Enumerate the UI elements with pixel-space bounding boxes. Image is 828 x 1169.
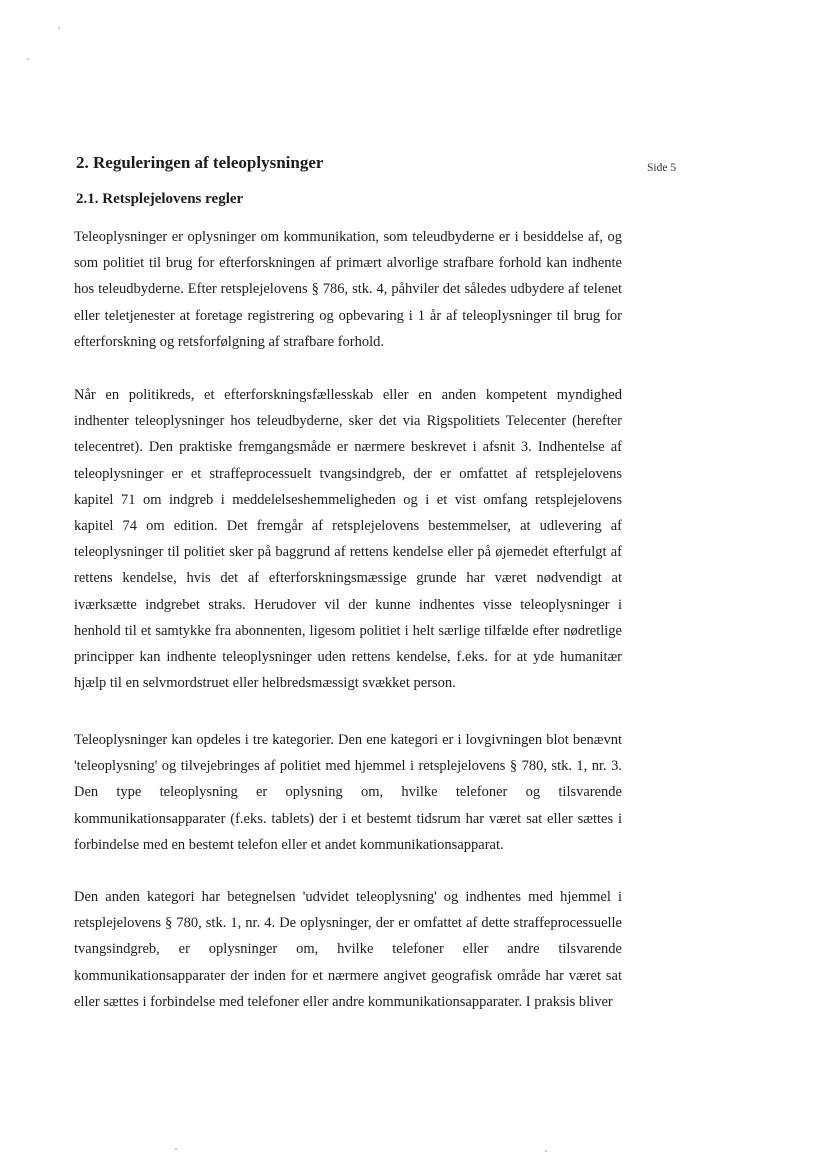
scan-speck <box>545 1150 547 1152</box>
page-number: Side 5 <box>647 162 677 174</box>
subsection-heading: 2.1. Retsplejelovens regler <box>76 191 244 207</box>
paragraph-procedure: Når en politikreds, et efterforskningsfællesskab eller en anden kompetent myndighed indhenter teleoplysninger hos teleudbyderne, sker det via Rigspolitiets Telecenter (herefter telecentret). Den praktiske fremgangsmåde er nærmere beskrevet i afsnit 3. Indhentelse af teleoplysninger er et straffeprocessuelt tvangsindgreb, der er omfattet af retsplejelovens kapitel 71 om indgreb i meddelelseshemmeligheden og i et vist omfang retsplejelovens kapitel 74 om edition. Det fremgår af retsplejelovens bestemmelser, at udlevering af teleoplysninger til politiet sker på baggrund af rettens kendelse eller på øjemedet efterfulgt af rettens kendelse, hvis det af efterforskningsmæssige grunde har været nødvendigt at iværksætte indgrebet straks. Herudover vil der kunne indhentes visse teleoplysninger i henhold til et samtykke fra abonnenten, ligesom politiet i helt særlige tilfælde efter nødretlige principper kan indhente teleoplysninger uden rettens kendelse, f.eks. for at yde humanitær hjælp til en selvmordstruet eller helbredsmæssigt svækket person. <box>74 387 622 692</box>
scan-speck <box>27 58 29 60</box>
paragraph-extended: Den anden kategori har betegnelsen 'udvidet teleoplysning' og indhentes med hjemmel i retsplejelovens § 780, stk. 1, nr. 4. De oplysninger, der er omfattet af dette straffeprocessuelle tvangsindgreb, er oplysninger om, hvilke telefoner eller andre tilsvarende kommunikationsapparater der inden for et nærmere angivet geografisk område har været sat eller sættes i forbindelse med telefoner eller andre kommunikationsapparater. I praksis bliver <box>74 889 622 1010</box>
scan-speck <box>175 1148 177 1150</box>
scan-speck <box>58 27 60 29</box>
paragraph-categories: Teleoplysninger kan opdeles i tre kategorier. Den ene kategori er i lovgivningen blot benævnt 'teleoplysning' og tilvejebringes af politiet med hjemmel i retsplejelovens § 780, stk. 1, nr. 3. Den type teleoplysning er oplysning om, hvilke telefoner og tilsvarende kommunikationsapparater (f.eks. tablets) der i et bestemt tidsrum har været sat eller sættes i forbindelse med en bestemt telefon eller et andet kommunikationsapparat. <box>74 732 622 853</box>
section-heading: 2. Reguleringen af teleoplysninger <box>76 153 324 172</box>
paragraph-intro: Teleoplysninger er oplysninger om kommunikation, som teleudbyderne er i besiddelse af, og som politiet til brug for efterforskningen af primært alvorlige strafbare forhold kan indhente hos teleudbyderne. Efter retsplejelovens § 786, stk. 4, påhviler det således udbydere af telenet eller teletjenester at foretage registrering og opbevaring i 1 år af teleoplysninger til brug for efterforskning og retsforfølgning af strafbare forhold. <box>74 229 622 350</box>
